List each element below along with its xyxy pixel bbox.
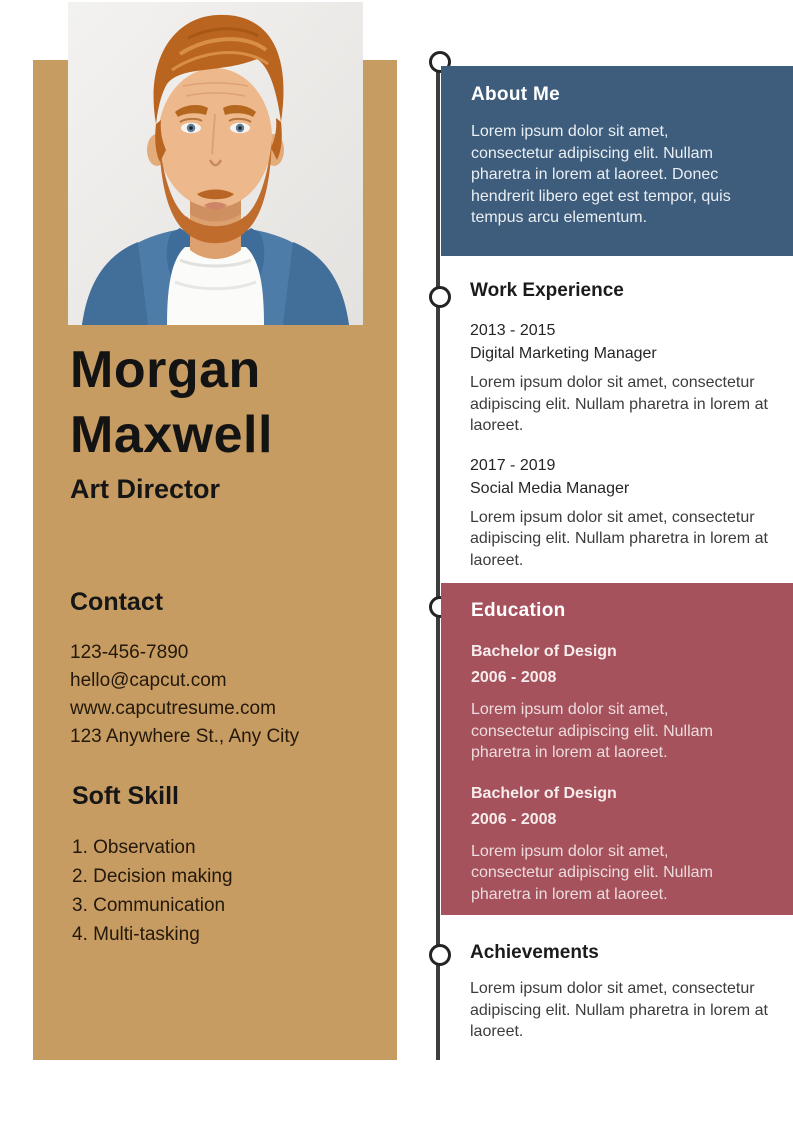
skill-item: 2. Decision making: [72, 866, 233, 887]
job-title: Art Director: [70, 474, 221, 504]
timeline-dot-achievements: [429, 944, 451, 966]
about-body: Lorem ipsum dolor sit amet, consectetur adipiscing elit. Nullam pharetra in lorem at laoreet. Donec hendrerit libero eget est tempor, quis tempus arcu elementum.: [471, 123, 731, 226]
skill-item: 3. Communication: [72, 895, 226, 916]
contact-phone: 123-456-7890: [70, 642, 189, 663]
work-entry: [470, 319, 790, 437]
soft-skill-section: [72, 782, 382, 949]
work-period: 2013 - 2015: [470, 322, 556, 339]
work-experience-section: [470, 280, 790, 571]
person-name: [70, 338, 390, 468]
work-period: 2017 - 2019: [470, 456, 556, 474]
education-section: [441, 583, 793, 915]
timeline-line: [436, 62, 440, 1060]
work-entry: [470, 454, 790, 572]
education-degree: Bachelor of Design: [471, 643, 617, 660]
education-description: Lorem ipsum dolor sit amet, consectetur adipiscing elit. Nullam pharetra in lorem at laoreet.: [471, 701, 713, 761]
skill-item: 1. Observation: [72, 837, 196, 858]
person-name-line1: Morgan: [70, 341, 261, 399]
education-description: Lorem ipsum dolor sit amet, consectetur adipiscing elit. Nullam pharetra in lorem at laoreet.: [471, 842, 713, 903]
portrait-illustration: [68, 2, 363, 325]
about-section: [441, 66, 793, 256]
timeline-dot-work: [429, 286, 451, 308]
work-description: Lorem ipsum dolor sit amet, consectetur adipiscing elit. Nullam pharetra in lorem at laoreet.: [470, 508, 768, 569]
contact-website: www.capcutresume.com: [70, 698, 276, 719]
person-name-line2: Maxwell: [70, 406, 273, 464]
contact-address: 123 Anywhere St., Any City: [70, 726, 300, 747]
education-period: 2006 - 2008: [471, 810, 557, 828]
skill-item: 4. Multi-tasking: [72, 924, 200, 945]
achievements-section: [470, 942, 790, 1043]
education-entry: [471, 781, 751, 906]
education-degree: Bachelor of Design: [471, 784, 617, 802]
education-entry: [471, 639, 751, 764]
work-role: Social Media Manager: [470, 479, 630, 497]
achievements-heading: Achievements: [470, 942, 599, 963]
work-experience-heading: Work Experience: [470, 280, 624, 301]
contact-heading: Contact: [70, 588, 164, 616]
profile-photo: [68, 2, 363, 325]
contact-section: [70, 588, 380, 751]
education-heading: Education: [471, 600, 566, 621]
work-description: Lorem ipsum dolor sit amet, consectetur adipiscing elit. Nullam pharetra in lorem at laoreet.: [470, 374, 768, 434]
education-period: 2006 - 2008: [471, 669, 557, 686]
soft-skill-heading: Soft Skill: [72, 782, 179, 810]
contact-email: hello@capcut.com: [70, 670, 227, 691]
achievements-body: Lorem ipsum dolor sit amet, consectetur adipiscing elit. Nullam pharetra in lorem at laoreet.: [470, 980, 768, 1040]
work-role: Digital Marketing Manager: [470, 345, 657, 362]
about-heading: About Me: [471, 84, 560, 105]
